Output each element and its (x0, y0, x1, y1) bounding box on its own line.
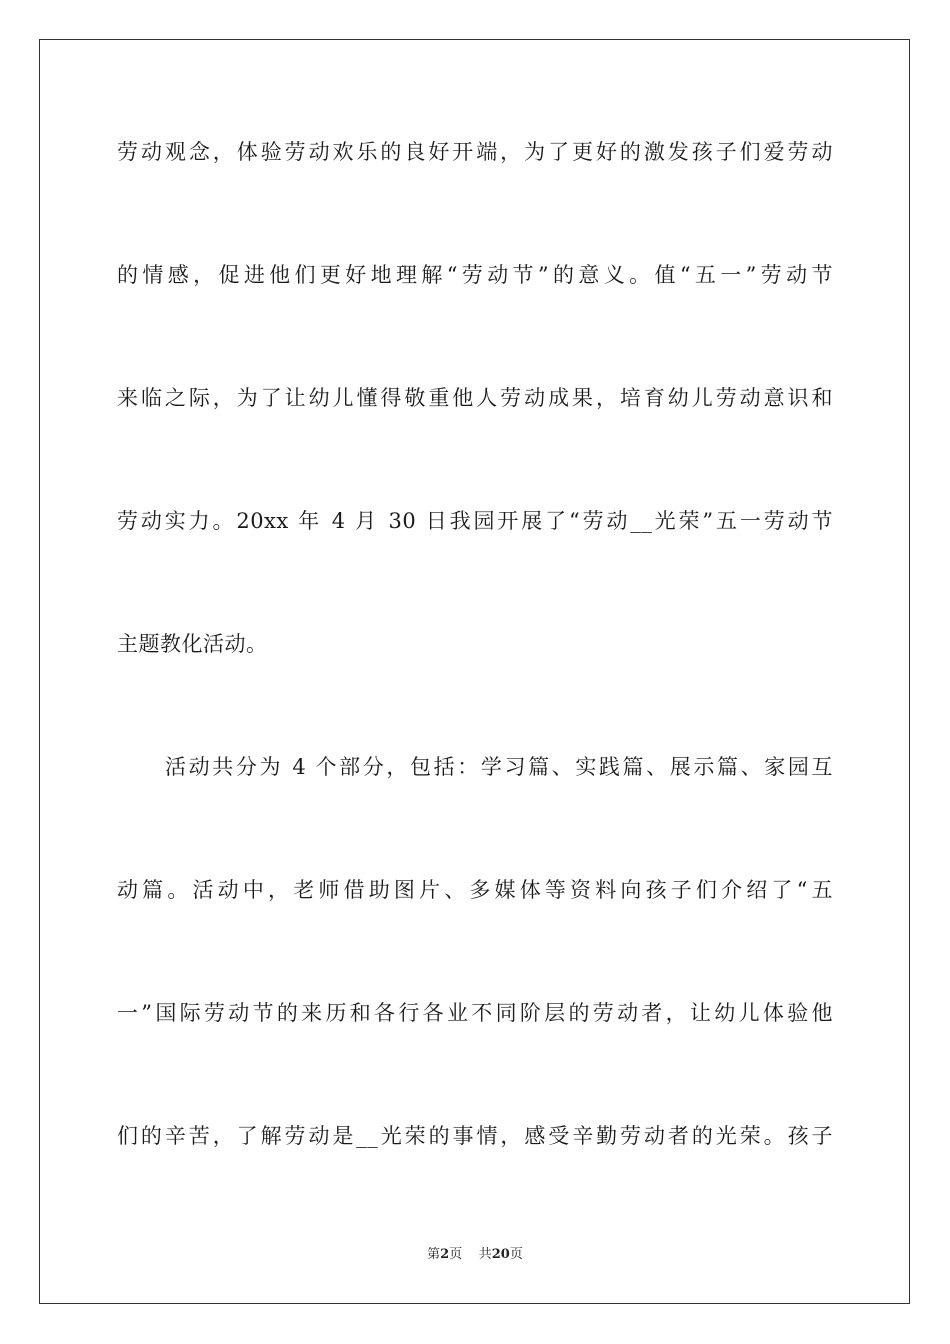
text-line-5: 主题教化活动。 (117, 632, 268, 656)
text-line-7: 动篇。活动中，老师借助图片、多媒体等资料向孩子们介绍了“五 (117, 878, 833, 902)
text-line-4: 劳动实力。20xx 年 4 月 30 日我园开展了“劳动__光荣”五一劳动节 (117, 509, 833, 533)
page-frame (39, 39, 910, 1304)
text-line-1: 劳动观念，体验劳动欢乐的良好开端，为了更好的激发孩子们爱劳动 (117, 140, 833, 164)
footer-total-suffix: 页 (509, 1247, 523, 1262)
footer-page-number: 2 (440, 1247, 450, 1262)
footer-total-prefix: 共 (478, 1247, 492, 1262)
page-footer (0, 1246, 950, 1264)
footer-page-suffix: 页 (449, 1247, 463, 1262)
text-line-8: 一”国际劳动节的来历和各行各业不同阶层的劳动者，让幼儿体验他 (117, 1001, 833, 1025)
text-line-3: 来临之际，为了让幼儿懂得敬重他人劳动成果，培育幼儿劳动意识和 (117, 386, 833, 410)
text-line-6: 活动共分为 4 个部分，包括：学习篇、实践篇、展示篇、家园互 (165, 755, 833, 779)
footer-page-prefix: 第 (427, 1247, 441, 1262)
footer-total-pages: 20 (491, 1247, 510, 1262)
text-line-2: 的情感，促进他们更好地理解“劳动节”的意义。值“五一”劳动节 (117, 263, 833, 287)
text-line-9: 们的辛苦，了解劳动是__光荣的事情，感受辛勤劳动者的光荣。孩子 (117, 1124, 833, 1148)
